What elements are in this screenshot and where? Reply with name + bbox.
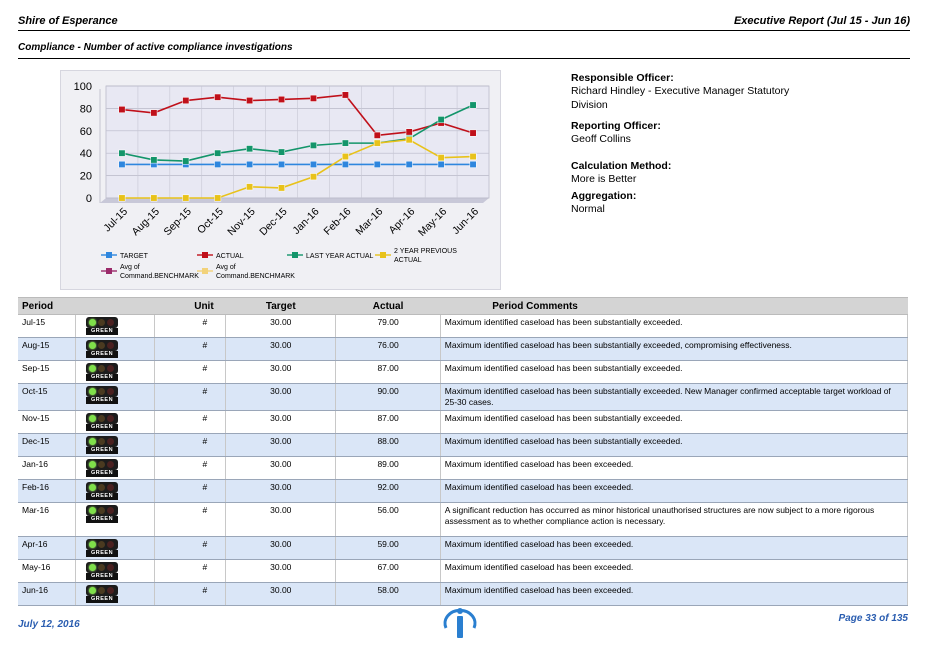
y-tick-label: 60 <box>79 125 92 138</box>
status-cell <box>76 338 155 361</box>
data-point <box>278 96 284 102</box>
status-word: GREEN <box>86 516 118 523</box>
actual-cell: 59.00 <box>336 537 440 560</box>
table-row <box>18 384 908 411</box>
data-point <box>246 184 252 190</box>
target-cell: 30.00 <box>226 583 336 606</box>
traffic-light-icon <box>86 505 150 523</box>
traffic-light-icon <box>86 363 150 381</box>
table-row <box>18 583 908 606</box>
comment-cell: Maximum identified caseload has been substantially exceeded. <box>440 411 907 434</box>
data-point <box>119 150 125 156</box>
traffic-light-icon <box>86 317 150 335</box>
period-cell: May-16 <box>18 560 76 583</box>
status-word: GREEN <box>86 374 118 381</box>
comment-cell: Maximum identified caseload has been substantially exceeded. <box>440 361 907 384</box>
actual-cell: 58.00 <box>336 583 440 606</box>
x-tick-label: Mar-16 <box>353 205 386 238</box>
report-title: Executive Report (Jul 15 - Jun 16) <box>733 15 910 27</box>
legend-swatch-marker <box>202 252 208 258</box>
comment-cell: A significant reduction has occurred as minor historical unauthorised structures are now subject to a more rigorous assessment as to whether compliance action is necessary. <box>440 503 907 537</box>
calculation-method-value: More is Better <box>571 173 637 185</box>
y-tick-label: 40 <box>79 148 92 161</box>
data-point <box>246 161 252 167</box>
responsible-officer-value: Richard Hindley - Executive Manager Statutory Division <box>571 85 790 111</box>
period-cell: Jun-16 <box>18 583 76 606</box>
x-tick-label: Jul-15 <box>101 205 131 235</box>
chart-panel <box>60 70 501 290</box>
actual-cell: 90.00 <box>336 384 440 411</box>
x-tick-label: May-16 <box>416 205 450 239</box>
data-point <box>470 102 476 108</box>
status-word: GREEN <box>86 424 118 431</box>
x-tick-label: Sep-15 <box>161 205 194 239</box>
period-cell: Aug-15 <box>18 338 76 361</box>
legend-label: LAST YEAR ACTUAL <box>306 253 374 260</box>
status-cell <box>76 361 155 384</box>
data-point <box>342 140 348 146</box>
x-tick-label: Oct-15 <box>195 205 226 237</box>
x-tick-label: Jan-16 <box>290 205 322 237</box>
traffic-light-icon <box>86 436 150 454</box>
x-tick-label: Feb-16 <box>321 205 354 238</box>
traffic-light-icon <box>86 562 150 580</box>
unit-cell: # <box>155 560 226 583</box>
status-cell <box>76 384 155 411</box>
table-row <box>18 480 908 503</box>
table-row <box>18 315 908 338</box>
data-point <box>119 106 125 112</box>
data-point <box>183 97 189 103</box>
reporting-officer-value: Geoff Collins <box>571 133 631 145</box>
comment-cell: Maximum identified caseload has been exceeded. <box>440 560 907 583</box>
y-tick-label: 80 <box>79 103 92 116</box>
period-cell: Nov-15 <box>18 411 76 434</box>
data-point <box>215 195 221 201</box>
col-actual: Actual <box>336 298 440 315</box>
table-header-row <box>18 298 908 315</box>
data-point <box>278 185 284 191</box>
actual-cell: 88.00 <box>336 434 440 457</box>
data-point <box>246 97 252 103</box>
data-point <box>470 153 476 159</box>
org-name: Shire of Esperance <box>18 15 118 27</box>
data-point <box>151 195 157 201</box>
status-word: GREEN <box>86 550 118 557</box>
target-cell: 30.00 <box>226 434 336 457</box>
target-cell: 30.00 <box>226 457 336 480</box>
traffic-light-icon <box>86 482 150 500</box>
data-point <box>183 158 189 164</box>
legend-swatch-marker <box>380 252 386 258</box>
data-point <box>470 130 476 136</box>
actual-cell: 67.00 <box>336 560 440 583</box>
data-point <box>310 174 316 180</box>
actual-cell: 92.00 <box>336 480 440 503</box>
legend-label: Avg of Command.BENCHMARK <box>216 264 295 280</box>
unit-cell: # <box>155 480 226 503</box>
council-logo-icon <box>440 604 480 640</box>
status-word: GREEN <box>86 351 118 358</box>
data-point <box>438 116 444 122</box>
data-point <box>119 195 125 201</box>
legend-label: ACTUAL <box>216 253 244 260</box>
data-point <box>374 132 380 138</box>
status-cell <box>76 411 155 434</box>
target-cell: 30.00 <box>226 384 336 411</box>
actual-cell: 87.00 <box>336 361 440 384</box>
status-cell <box>76 537 155 560</box>
status-word: GREEN <box>86 596 118 603</box>
table-row <box>18 457 908 480</box>
table-row <box>18 411 908 434</box>
unit-cell: # <box>155 361 226 384</box>
target-cell: 30.00 <box>226 480 336 503</box>
table-row <box>18 503 908 537</box>
traffic-light-icon <box>86 386 150 404</box>
data-point <box>342 161 348 167</box>
period-cell: Apr-16 <box>18 537 76 560</box>
target-cell: 30.00 <box>226 503 336 537</box>
unit-cell: # <box>155 457 226 480</box>
unit-cell: # <box>155 583 226 606</box>
data-point <box>438 161 444 167</box>
comment-cell: Maximum identified caseload has been substantially exceeded, compromising effectiveness. <box>440 338 907 361</box>
legend-label: Avg of Command.BENCHMARK <box>120 264 199 280</box>
data-point <box>119 161 125 167</box>
actual-cell: 76.00 <box>336 338 440 361</box>
table-row <box>18 361 908 384</box>
col-target: Target <box>226 298 336 315</box>
traffic-light-icon <box>86 413 150 431</box>
footer-date: July 12, 2016 <box>18 619 80 630</box>
data-point <box>406 129 412 135</box>
target-cell: 30.00 <box>226 560 336 583</box>
x-tick-label: Jun-16 <box>449 205 482 237</box>
y-tick-label: 100 <box>73 81 92 93</box>
calculation-method-label: Calculation Method: <box>571 160 672 172</box>
traffic-light-icon <box>86 459 150 477</box>
reporting-officer-label: Reporting Officer: <box>571 120 661 132</box>
traffic-light-icon <box>86 340 150 358</box>
legend-swatch-marker <box>106 252 112 258</box>
col-status <box>76 298 155 315</box>
comment-cell: Maximum identified caseload has been exceeded. <box>440 457 907 480</box>
status-word: GREEN <box>86 447 118 454</box>
header-rule <box>18 30 910 31</box>
data-point <box>215 150 221 156</box>
actual-cell: 89.00 <box>336 457 440 480</box>
comment-cell: Maximum identified caseload has been substantially exceeded. New Manager confirmed acceptable target workload of 25-30 cases. <box>440 384 907 411</box>
status-cell <box>76 583 155 606</box>
data-point <box>215 94 221 100</box>
footer-page-number: Page 33 of 135 <box>838 613 908 624</box>
status-word: GREEN <box>86 573 118 580</box>
legend-label: TARGET <box>120 253 148 260</box>
x-tick-label: Apr-16 <box>386 205 418 237</box>
y-tick-label: 0 <box>85 193 92 205</box>
status-word: GREEN <box>86 397 118 404</box>
period-cell: Jul-15 <box>18 315 76 338</box>
line-chart <box>61 71 500 289</box>
table-row <box>18 338 908 361</box>
status-cell <box>76 503 155 537</box>
comment-cell: Maximum identified caseload has been exceeded. <box>440 583 907 606</box>
status-cell <box>76 560 155 583</box>
status-word: GREEN <box>86 493 118 500</box>
legend-label: 2 YEAR PREVIOUS ACTUAL <box>394 248 457 264</box>
aggregation-label: Aggregation: <box>571 190 637 202</box>
actual-cell: 87.00 <box>336 411 440 434</box>
data-point <box>183 195 189 201</box>
target-cell: 30.00 <box>226 338 336 361</box>
status-word: GREEN <box>86 328 118 335</box>
target-cell: 30.00 <box>226 411 336 434</box>
page-subtitle: Compliance - Number of active compliance investigations <box>18 42 293 53</box>
info-panel <box>571 72 901 216</box>
data-point <box>342 92 348 98</box>
subtitle-rule <box>18 58 910 59</box>
legend-swatch-marker <box>106 268 112 274</box>
status-cell <box>76 457 155 480</box>
aggregation-value: Normal <box>571 203 605 215</box>
period-cell: Mar-16 <box>18 503 76 537</box>
status-cell <box>76 480 155 503</box>
comment-cell: Maximum identified caseload has been substantially exceeded. <box>440 315 907 338</box>
comment-cell: Maximum identified caseload has been exceeded. <box>440 537 907 560</box>
x-tick-label: Aug-15 <box>129 205 162 239</box>
col-comments: Period Comments <box>440 298 907 315</box>
y-tick-label: 20 <box>79 170 92 183</box>
data-point <box>151 157 157 163</box>
status-cell <box>76 434 155 457</box>
unit-cell: # <box>155 338 226 361</box>
period-cell: Feb-16 <box>18 480 76 503</box>
unit-cell: # <box>155 537 226 560</box>
period-cell: Jan-16 <box>18 457 76 480</box>
data-point <box>310 142 316 148</box>
status-word: GREEN <box>86 470 118 477</box>
data-point <box>374 161 380 167</box>
responsible-officer-label: Responsible Officer: <box>571 72 674 84</box>
data-point <box>342 153 348 159</box>
period-cell: Sep-15 <box>18 361 76 384</box>
unit-cell: # <box>155 384 226 411</box>
data-point <box>470 161 476 167</box>
data-point <box>215 161 221 167</box>
table-row <box>18 537 908 560</box>
col-unit: Unit <box>155 298 226 315</box>
comment-cell: Maximum identified caseload has been substantially exceeded. <box>440 434 907 457</box>
x-tick-label: Nov-15 <box>225 205 258 239</box>
data-point <box>151 110 157 116</box>
unit-cell: # <box>155 411 226 434</box>
actual-cell: 79.00 <box>336 315 440 338</box>
data-point <box>406 137 412 143</box>
actual-cell: 56.00 <box>336 503 440 537</box>
unit-cell: # <box>155 315 226 338</box>
col-period: Period <box>18 298 76 315</box>
traffic-light-icon <box>86 539 150 557</box>
table-row <box>18 434 908 457</box>
x-tick-label: Dec-15 <box>257 205 290 239</box>
period-table <box>18 297 908 606</box>
status-cell <box>76 315 155 338</box>
table-row <box>18 560 908 583</box>
legend-swatch-marker <box>202 268 208 274</box>
data-point <box>406 161 412 167</box>
data-point <box>278 149 284 155</box>
target-cell: 30.00 <box>226 361 336 384</box>
data-point <box>310 95 316 101</box>
legend-swatch-marker <box>292 252 298 258</box>
period-cell: Dec-15 <box>18 434 76 457</box>
traffic-light-icon <box>86 585 150 603</box>
data-point <box>438 154 444 160</box>
unit-cell: # <box>155 434 226 457</box>
data-point <box>374 140 380 146</box>
data-point <box>278 161 284 167</box>
period-cell: Oct-15 <box>18 384 76 411</box>
comment-cell: Maximum identified caseload has been exceeded. <box>440 480 907 503</box>
unit-cell: # <box>155 503 226 537</box>
data-point <box>246 146 252 152</box>
target-cell: 30.00 <box>226 315 336 338</box>
data-point <box>310 161 316 167</box>
target-cell: 30.00 <box>226 537 336 560</box>
